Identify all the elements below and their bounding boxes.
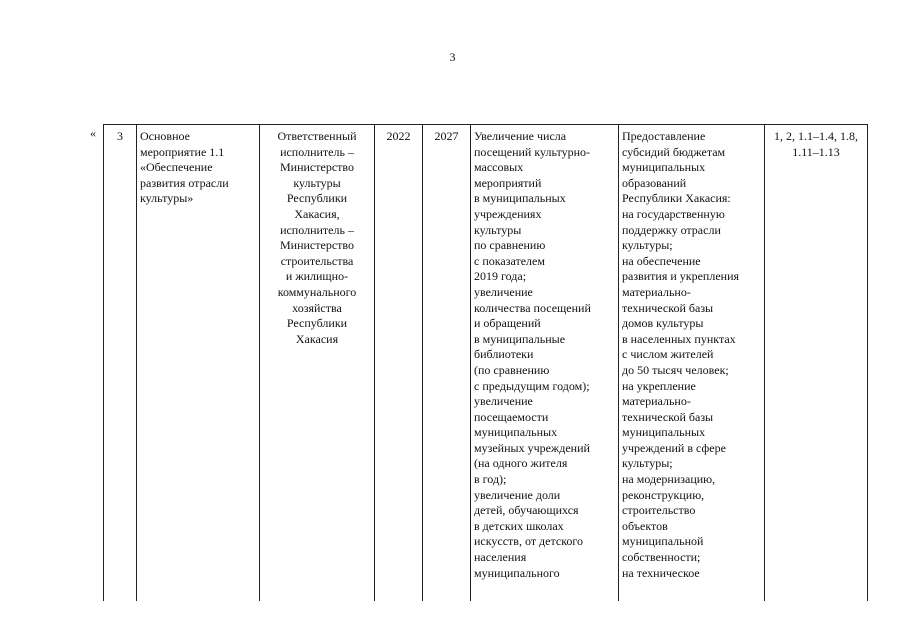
text-line: образований [622, 175, 687, 190]
text-line: массовых [474, 160, 524, 175]
text-line: материально- [622, 284, 691, 299]
text-line: развития и укрепления [622, 269, 740, 284]
text-line: Республики [286, 316, 348, 331]
text-line: по сравнению [474, 238, 546, 253]
text-line: на укрепление [622, 378, 696, 393]
row-number-cell [104, 125, 137, 602]
text-line: культуры; [622, 238, 673, 253]
text-line: и жилищно- [285, 269, 349, 284]
executor-cell [260, 125, 375, 602]
end-year-cell [423, 125, 471, 602]
text-line: муниципальных [622, 160, 706, 175]
text-line: мероприятий [474, 175, 542, 190]
end-year: 2027 [434, 129, 459, 143]
text-line: культуры; [622, 456, 673, 471]
text-line: посещаемости [474, 409, 549, 424]
text-line: строительства [280, 253, 354, 268]
text-line: на государственную [622, 206, 725, 221]
text-line: муниципальных [622, 425, 706, 440]
event-name-cell [137, 125, 260, 602]
text-line: учреждениях [474, 206, 542, 221]
program-table [103, 124, 868, 601]
text-line: собственности; [622, 550, 701, 565]
text-line: развития отрасли [140, 175, 229, 190]
text-line: объектов [622, 518, 668, 533]
text-line: искусств, от детского [474, 534, 584, 549]
text-line: культуры [293, 175, 341, 190]
text-line: на модернизацию, [622, 472, 716, 487]
text-line: реконструкцию, [622, 487, 705, 502]
text-line: строительство [622, 503, 696, 518]
text-line: увеличение [474, 394, 533, 409]
text-line: в муниципальных [474, 191, 566, 206]
text-line: до 50 тысяч человек; [622, 362, 729, 377]
text-line: домов культуры [622, 316, 704, 331]
text-line: в год); [474, 472, 507, 487]
start-year: 2022 [386, 129, 411, 143]
opening-quote-mark: « [90, 126, 96, 140]
text-line: Хакасия, [294, 206, 340, 221]
text-line: субсидий бюджетам [622, 144, 726, 159]
text-line: исполнитель – [280, 144, 354, 159]
text-line: муниципального [474, 565, 560, 580]
page-number: 3 [449, 50, 456, 64]
text-line: 1.11–1.13 [792, 144, 840, 159]
text-line: в детских школах [474, 518, 564, 533]
text-line: Республики Хакасия: [622, 191, 731, 206]
text-line: и обращений [474, 316, 541, 331]
text-line: Предоставление [622, 129, 706, 143]
text-line: с предыдущим годом); [474, 378, 590, 393]
text-line: увеличение [474, 284, 533, 299]
start-year-cell [375, 125, 423, 602]
text-line: муниципальной [622, 534, 704, 549]
text-line: на обеспечение [622, 253, 701, 268]
text-line: культуры» [140, 191, 194, 206]
text-line: «Обеспечение [140, 160, 213, 175]
text-line: поддержку отрасли [622, 222, 721, 237]
text-line: детей, обучающихся [474, 503, 579, 518]
text-line: с числом жителей [622, 347, 714, 362]
text-line: Хакасия [295, 331, 339, 346]
main-directions-cell [619, 125, 765, 602]
text-line: коммунального [277, 284, 357, 299]
text-line: технической базы [622, 409, 714, 424]
text-line: посещений культурно- [474, 144, 590, 159]
text-line: Республики [286, 191, 348, 206]
text-line: музейных учреждений [474, 440, 590, 455]
text-line: на техническое [622, 565, 700, 580]
text-line: материально- [622, 394, 691, 409]
table-row [104, 125, 868, 602]
expected-result-cell [471, 125, 619, 602]
text-line: Увеличение числа [474, 129, 567, 143]
text-line: муниципальных [474, 425, 558, 440]
text-line: культуры [474, 222, 522, 237]
text-line: количества посещений [474, 300, 591, 315]
text-line: технической базы [622, 300, 714, 315]
text-line: с показателем [474, 253, 545, 268]
text-line: мероприятие 1.1 [140, 144, 225, 159]
text-line: населения [474, 550, 527, 565]
indicators-link-cell [765, 125, 868, 602]
text-line: увеличение доли [474, 487, 561, 502]
text-line: учреждений в сфере [622, 440, 726, 455]
text-line: 1, 2, 1.1–1.4, 1.8, [774, 129, 858, 143]
text-line: библиотеки [474, 347, 534, 362]
text-line: хозяйства [292, 300, 342, 315]
text-line: Министерство [280, 238, 354, 253]
text-line: 2019 года; [474, 269, 527, 284]
text-line: (по сравнению [474, 362, 550, 377]
text-line: Ответственный [277, 129, 357, 143]
text-line: Министерство [280, 160, 354, 175]
text-line: (на одного жителя [474, 456, 568, 471]
text-line: исполнитель – [280, 222, 354, 237]
text-line: в муниципальные [474, 331, 566, 346]
text-line: в населенных пунктах [622, 331, 736, 346]
row-number: 3 [117, 129, 123, 143]
text-line: Основное [140, 129, 190, 143]
